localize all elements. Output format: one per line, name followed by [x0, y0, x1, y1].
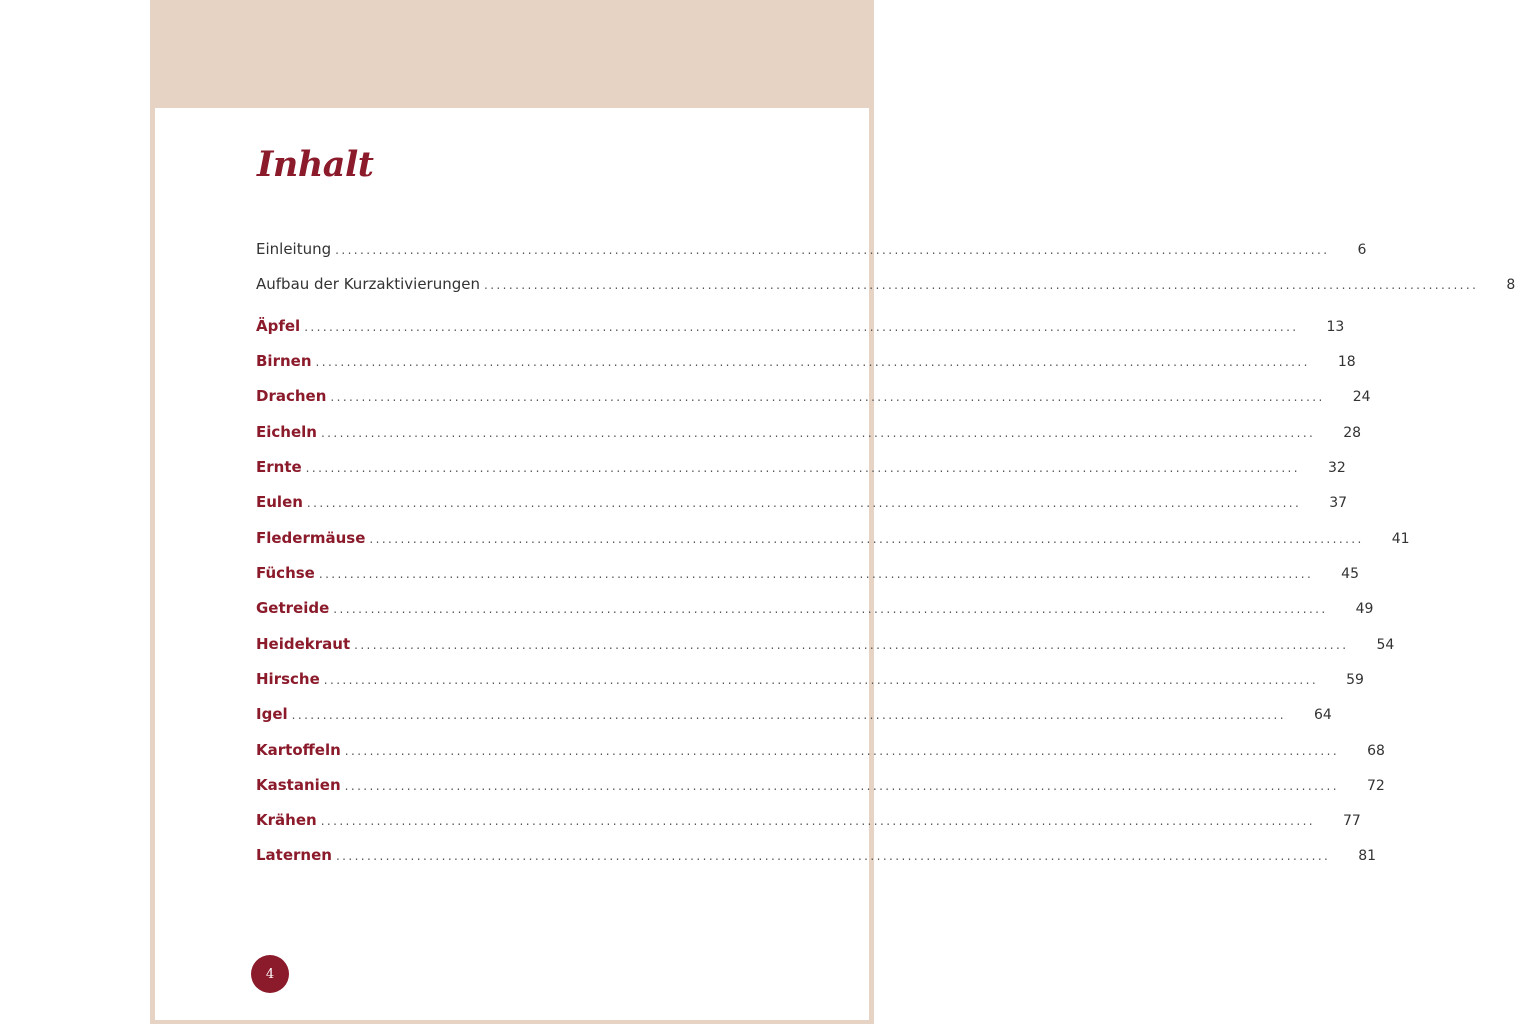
toc-chapter[interactable]: [256, 670, 1364, 694]
toc-entry-label: Einleitung: [256, 240, 332, 258]
toc-chapter-label: Eulen: [256, 493, 303, 511]
dot-leader: ................................................................................................................................................................: [318, 567, 1314, 581]
toc-chapter[interactable]: [256, 776, 1385, 800]
dot-leader: ................................................................................................................................................................: [335, 243, 1330, 257]
dot-leader: ................................................................................................................................................................: [306, 496, 1302, 510]
dot-leader: ................................................................................................................................................................: [344, 744, 1340, 758]
toc-chapter-page: 45: [1341, 566, 1359, 582]
toc-chapter[interactable]: [256, 741, 1385, 765]
toc-chapter[interactable]: [256, 846, 1377, 870]
dot-leader: ................................................................................................................................................................: [291, 708, 1286, 722]
toc-chapter-page: 49: [1355, 601, 1374, 617]
toc-entry-label: Aufbau der Kurzaktivierungen: [256, 275, 480, 293]
dot-leader: ................................................................................................................................................................: [323, 673, 1319, 687]
toc-chapter-page: 13: [1326, 319, 1345, 335]
toc-chapter-label: Heidekraut: [256, 635, 351, 653]
toc-chapter[interactable]: [256, 811, 1361, 835]
toc-chapter-label: Kastanien: [256, 776, 341, 794]
dot-leader: ................................................................................................................................................................: [305, 461, 1300, 475]
dot-leader: ................................................................................................................................................................: [369, 532, 1364, 546]
toc-chapter-page: 81: [1358, 848, 1377, 864]
toc-chapter-page: 59: [1346, 672, 1364, 688]
toc-chapter-label: Laternen: [256, 846, 332, 864]
toc-chapter-label: Hirsche: [256, 670, 320, 688]
toc-chapter-page: 18: [1337, 354, 1356, 370]
page-title: Inhalt: [257, 144, 374, 185]
toc-chapter-label: Kartoffeln: [256, 741, 341, 759]
toc-chapter[interactable]: [256, 493, 1348, 517]
content-sheet: [155, 108, 1515, 1020]
toc-chapter-label: Fledermäuse: [256, 529, 366, 547]
dot-leader: ................................................................................................................................................................: [315, 355, 1310, 369]
dot-leader: ................................................................................................................................................................: [333, 602, 1328, 616]
toc-chapter-page: 77: [1343, 813, 1361, 829]
toc-chapter[interactable]: [256, 599, 1374, 623]
toc-chapter-page: 72: [1366, 778, 1385, 794]
toc-chapter-label: Ernte: [256, 458, 302, 476]
toc-chapter-page: 64: [1313, 707, 1332, 723]
toc-chapter-page: 32: [1327, 460, 1346, 476]
toc-chapter-label: Drachen: [256, 387, 327, 405]
dot-leader: ................................................................................................................................................................: [484, 278, 1479, 292]
toc-entry-page: 6: [1357, 242, 1367, 258]
toc-chapter-page: 37: [1329, 495, 1348, 511]
toc-chapter-page: 24: [1352, 389, 1371, 405]
toc-entry-aufbau[interactable]: [256, 275, 1515, 299]
dot-leader: ................................................................................................................................................................: [335, 849, 1331, 863]
dot-leader: ................................................................................................................................................................: [330, 390, 1325, 404]
dot-leader: ................................................................................................................................................................: [320, 426, 1316, 440]
toc-chapter-page: 68: [1367, 743, 1385, 759]
toc-chapter-page: 54: [1376, 637, 1395, 653]
dot-leader: ................................................................................................................................................................: [320, 814, 1315, 828]
toc-chapter[interactable]: [256, 317, 1345, 341]
toc-chapter-label: Krähen: [256, 811, 317, 829]
toc-chapter-label: Äpfel: [256, 317, 301, 335]
toc-chapter-label: Eicheln: [256, 423, 317, 441]
dot-leader: ................................................................................................................................................................: [354, 638, 1349, 652]
toc-chapter[interactable]: [256, 458, 1346, 482]
toc-chapter[interactable]: [256, 352, 1356, 376]
toc-chapter-page: 41: [1391, 531, 1410, 547]
toc-chapter-label: Füchse: [256, 564, 315, 582]
toc-chapter[interactable]: [256, 564, 1359, 588]
dot-leader: ................................................................................................................................................................: [344, 779, 1339, 793]
page-number-badge: 4: [251, 955, 289, 993]
toc-chapter[interactable]: [256, 423, 1362, 447]
toc-entry-page: 8: [1506, 277, 1515, 293]
toc-chapter-label: Birnen: [256, 352, 312, 370]
toc-chapter[interactable]: [256, 387, 1371, 411]
dot-leader: ................................................................................................................................................................: [304, 320, 1299, 334]
book-page: [150, 0, 1515, 1024]
toc-chapter[interactable]: [256, 705, 1332, 729]
toc-chapter-label: Igel: [256, 705, 288, 723]
toc-entry-einleitung[interactable]: [256, 240, 1367, 264]
toc-chapter-page: 28: [1343, 425, 1362, 441]
toc-chapter[interactable]: [256, 635, 1395, 659]
toc-chapter-label: Getreide: [256, 599, 330, 617]
toc-chapter[interactable]: [256, 529, 1410, 553]
